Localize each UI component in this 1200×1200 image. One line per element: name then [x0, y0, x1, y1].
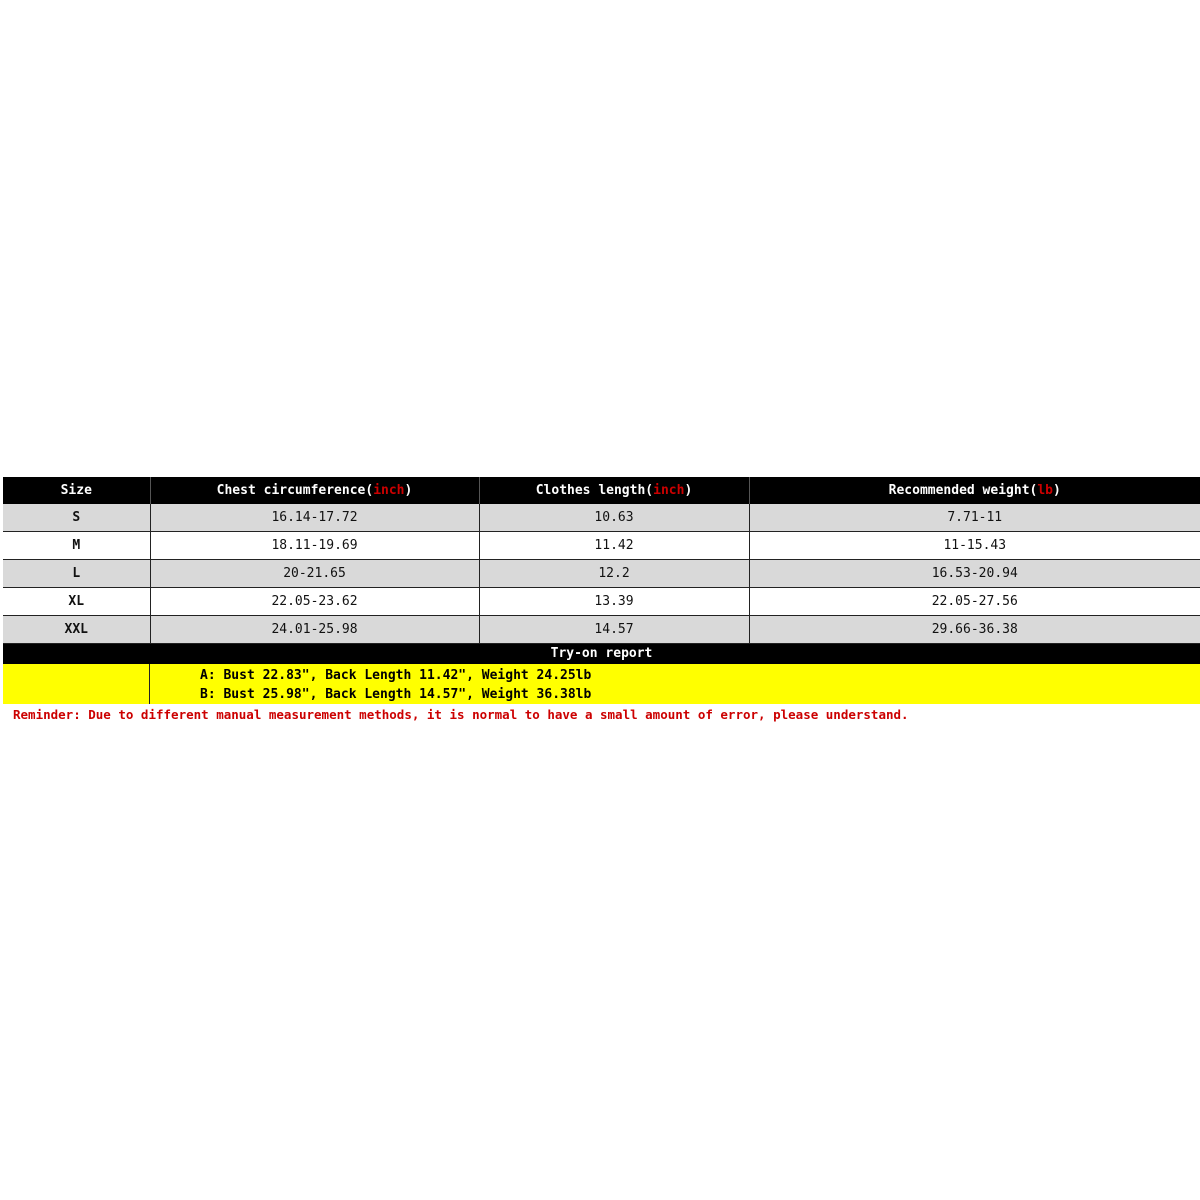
size-cell: S — [3, 504, 150, 532]
size-chart — [3, 477, 1200, 726]
weight-cell: 11-15.43 — [749, 532, 1200, 560]
tryon-side-cell — [3, 664, 150, 704]
header-size: Size — [3, 477, 150, 504]
table-row — [3, 504, 1200, 532]
weight-cell: 7.71-11 — [749, 504, 1200, 532]
length-cell: 14.57 — [479, 616, 749, 644]
chest-cell: 22.05-23.62 — [150, 588, 479, 616]
size-cell: L — [3, 560, 150, 588]
size-cell: XL — [3, 588, 150, 616]
length-cell: 12.2 — [479, 560, 749, 588]
size-cell: M — [3, 532, 150, 560]
table-row — [3, 532, 1200, 560]
length-cell: 10.63 — [479, 504, 749, 532]
tryon-report — [3, 664, 1200, 704]
table-row — [3, 560, 1200, 588]
size-cell: XXL — [3, 616, 150, 644]
chest-cell: 16.14-17.72 — [150, 504, 479, 532]
tryon-line-a: A: Bust 22.83", Back Length 11.42", Weight 24.25lb — [200, 668, 592, 683]
length-cell: 13.39 — [479, 588, 749, 616]
header-chest: Chest circumference(inch) — [150, 477, 479, 504]
header-chest-unit: inch — [373, 483, 405, 498]
header-length: Clothes length(inch) — [479, 477, 749, 504]
tryon-title: Try-on report — [3, 644, 1200, 664]
header-weight: Recommended weight(lb) — [749, 477, 1200, 504]
length-cell: 11.42 — [479, 532, 749, 560]
size-table — [3, 477, 1200, 644]
weight-cell: 16.53-20.94 — [749, 560, 1200, 588]
header-length-unit: inch — [653, 483, 685, 498]
weight-cell: 29.66-36.38 — [749, 616, 1200, 644]
tryon-lines — [150, 664, 1200, 704]
tryon-line-b: B: Bust 25.98", Back Length 14.57", Weight 36.38lb — [200, 687, 592, 702]
weight-cell: 22.05-27.56 — [749, 588, 1200, 616]
header-weight-unit: lb — [1037, 483, 1054, 498]
reminder-note: Reminder: Due to different manual measurement methods, it is normal to have a small amount of error, please understand. — [13, 707, 909, 722]
chest-cell: 18.11-19.69 — [150, 532, 479, 560]
chest-cell: 24.01-25.98 — [150, 616, 479, 644]
table-header-row — [3, 477, 1200, 504]
table-row — [3, 616, 1200, 644]
chest-cell: 20-21.65 — [150, 560, 479, 588]
table-row — [3, 588, 1200, 616]
